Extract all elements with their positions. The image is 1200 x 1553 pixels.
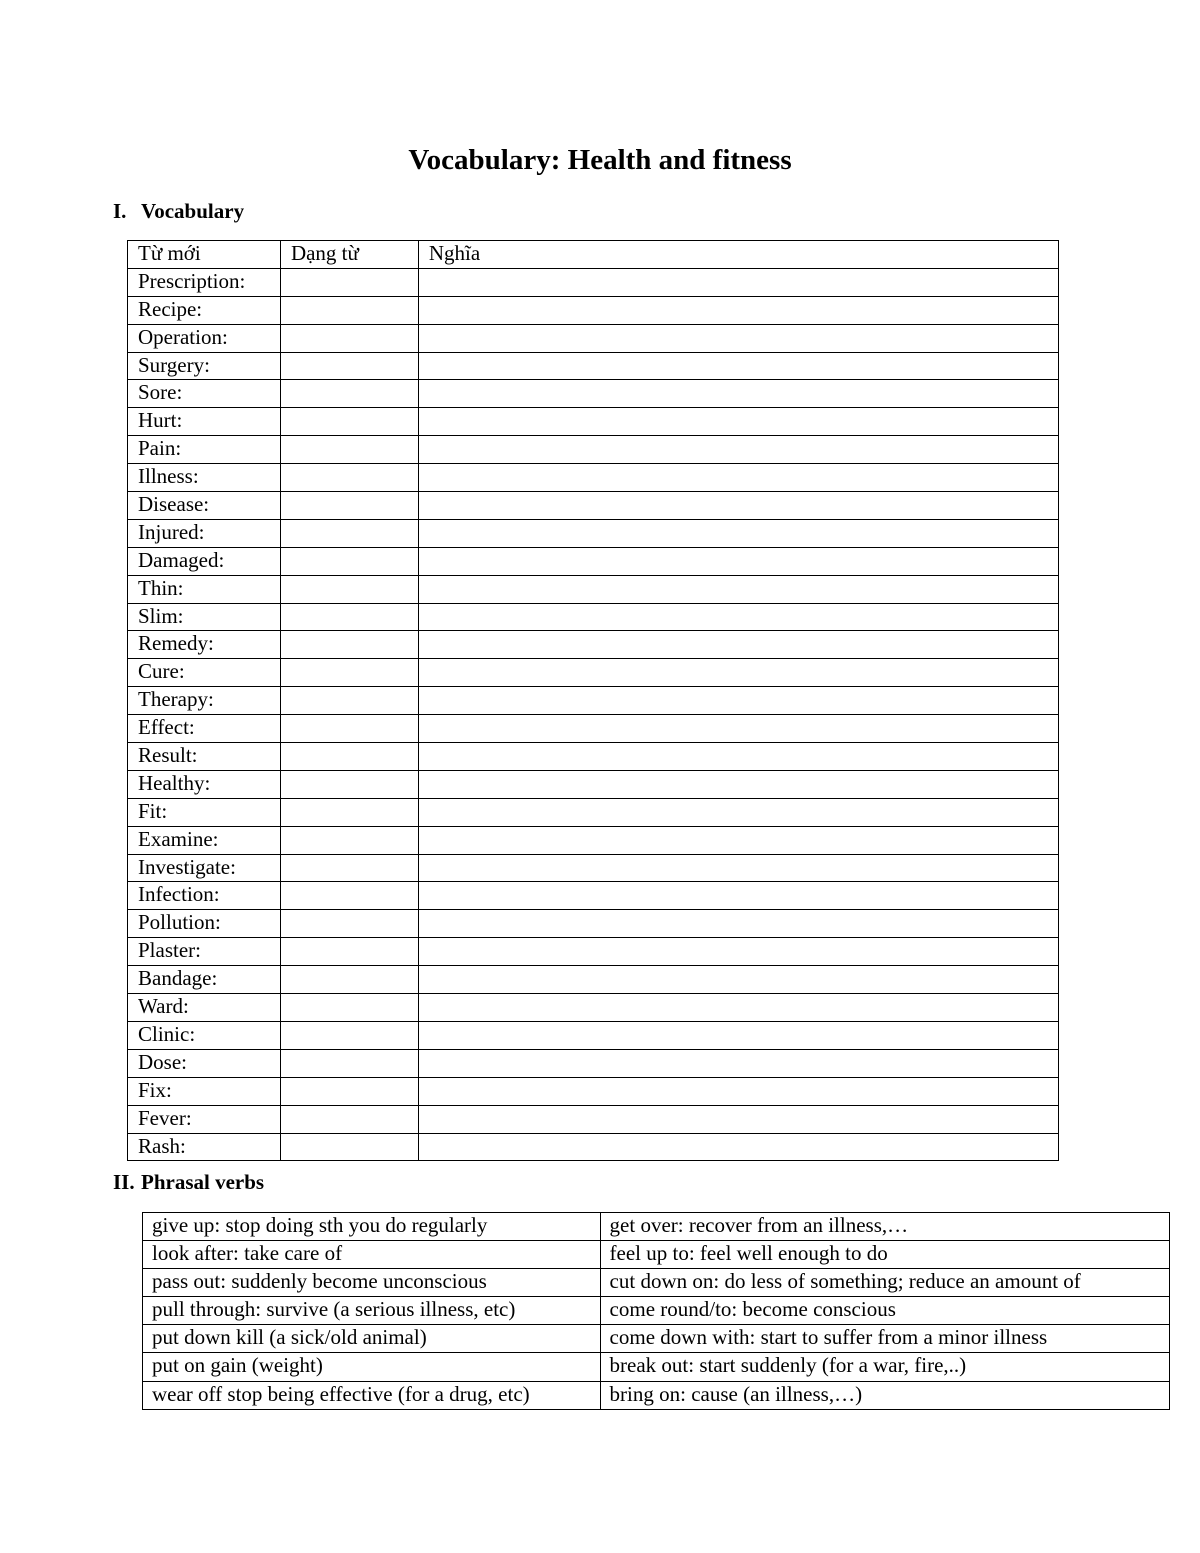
meaning-cell [418,1021,1058,1049]
table-row [128,296,1059,324]
vocab-word-cell: Pollution: [128,910,281,938]
table-row [143,1241,1170,1269]
meaning-cell [418,268,1058,296]
table-row [128,631,1059,659]
table-row [128,1049,1059,1077]
phrasal-verb-right-cell: bring on: cause (an illness,…) [600,1381,1169,1409]
table-row [143,1325,1170,1353]
word-form-cell [280,380,418,408]
meaning-cell [418,1105,1058,1133]
table-header-row [128,241,1059,269]
section-title: Phrasal verbs [141,1170,265,1194]
section-heading-vocabulary [113,198,244,224]
phrasal-verb-left-cell: pull through: survive (a serious illness, etc) [143,1297,601,1325]
word-form-cell [280,882,418,910]
table-row [128,715,1059,743]
meaning-cell [418,324,1058,352]
table-row [143,1269,1170,1297]
word-form-cell [280,324,418,352]
meaning-cell [418,492,1058,520]
word-form-cell [280,659,418,687]
vocab-word-cell: Illness: [128,464,281,492]
header-cell-word-form: Dạng từ [280,241,418,269]
word-form-cell [280,547,418,575]
meaning-cell [418,910,1058,938]
vocab-word-cell: Therapy: [128,687,281,715]
section-title: Vocabulary [141,199,245,223]
vocab-word-cell: Ward: [128,994,281,1022]
vocab-word-cell: Operation: [128,324,281,352]
word-form-cell [280,966,418,994]
header-cell-word: Từ mới [128,241,281,269]
table-row [128,826,1059,854]
vocab-word-cell: Healthy: [128,770,281,798]
table-row [128,1133,1059,1161]
phrasal-verb-left-cell: put on gain (weight) [143,1353,601,1381]
table-row [128,743,1059,771]
page-title: Vocabulary: Health and fitness [408,144,792,176]
table-row [128,380,1059,408]
table-row [128,492,1059,520]
word-form-cell [280,1049,418,1077]
word-form-cell [280,1105,418,1133]
vocab-word-cell: Prescription: [128,268,281,296]
word-form-cell [280,631,418,659]
table-row [143,1297,1170,1325]
meaning-cell [418,436,1058,464]
vocab-word-cell: Infection: [128,882,281,910]
table-row [128,798,1059,826]
vocab-word-cell: Fix: [128,1077,281,1105]
table-row [128,770,1059,798]
meaning-cell [418,464,1058,492]
table-row [128,268,1059,296]
section-number: I. [113,199,127,223]
table-row [143,1353,1170,1381]
vocab-word-cell: Bandage: [128,966,281,994]
word-form-cell [280,770,418,798]
meaning-cell [418,1077,1058,1105]
meaning-cell [418,938,1058,966]
table-row [128,994,1059,1022]
vocab-word-cell: Cure: [128,659,281,687]
table-row [128,464,1059,492]
meaning-cell [418,826,1058,854]
meaning-cell [418,659,1058,687]
table-row [128,1105,1059,1133]
phrasal-verb-left-cell: give up: stop doing sth you do regularly [143,1213,601,1241]
table-row [128,408,1059,436]
vocab-word-cell: Investigate: [128,854,281,882]
phrasal-verb-right-cell: break out: start suddenly (for a war, fire,..) [600,1353,1169,1381]
meaning-cell [418,687,1058,715]
meaning-cell [418,519,1058,547]
word-form-cell [280,464,418,492]
word-form-cell [280,436,418,464]
word-form-cell [280,743,418,771]
section-heading-phrasal-verbs [113,1169,264,1195]
vocab-word-cell: Remedy: [128,631,281,659]
phrasal-verb-left-cell: wear off stop being effective (for a drug, etc) [143,1381,601,1409]
table-row [128,854,1059,882]
word-form-cell [280,910,418,938]
word-form-cell [280,268,418,296]
word-form-cell [280,1021,418,1049]
table-row [128,324,1059,352]
table-row [128,882,1059,910]
vocab-word-cell: Thin: [128,575,281,603]
meaning-cell [418,1049,1058,1077]
phrasal-verb-right-cell: get over: recover from an illness,… [600,1213,1169,1241]
vocab-word-cell: Fit: [128,798,281,826]
vocab-word-cell: Damaged: [128,547,281,575]
phrasal-verb-right-cell: feel up to: feel well enough to do [600,1241,1169,1269]
vocab-word-cell: Fever: [128,1105,281,1133]
vocab-word-cell: Disease: [128,492,281,520]
word-form-cell [280,994,418,1022]
vocab-word-cell: Recipe: [128,296,281,324]
meaning-cell [418,715,1058,743]
vocab-word-cell: Slim: [128,603,281,631]
word-form-cell [280,492,418,520]
vocab-word-cell: Dose: [128,1049,281,1077]
vocab-word-cell: Clinic: [128,1021,281,1049]
word-form-cell [280,603,418,631]
word-form-cell [280,519,418,547]
table-row [128,575,1059,603]
table-row [128,910,1059,938]
meaning-cell [418,296,1058,324]
phrasal-verb-right-cell: cut down on: do less of something; reduce an amount of [600,1269,1169,1297]
table-row [128,603,1059,631]
table-row [128,938,1059,966]
phrasal-verbs-table [142,1212,1170,1410]
table-row [128,352,1059,380]
meaning-cell [418,408,1058,436]
meaning-cell [418,743,1058,771]
meaning-cell [418,882,1058,910]
vocabulary-table [127,240,1059,1161]
meaning-cell [418,380,1058,408]
table-row [128,1077,1059,1105]
meaning-cell [418,603,1058,631]
word-form-cell [280,798,418,826]
vocab-word-cell: Surgery: [128,352,281,380]
meaning-cell [418,994,1058,1022]
section-number: II. [113,1170,135,1194]
vocab-word-cell: Plaster: [128,938,281,966]
table-row [143,1381,1170,1409]
meaning-cell [418,966,1058,994]
meaning-cell [418,575,1058,603]
header-cell-meaning: Nghĩa [418,241,1058,269]
word-form-cell [280,296,418,324]
meaning-cell [418,1133,1058,1161]
table-row [128,966,1059,994]
table-row [128,659,1059,687]
vocab-word-cell: Injured: [128,519,281,547]
phrasal-verb-left-cell: look after: take care of [143,1241,601,1269]
phrasal-verb-right-cell: come round/to: become conscious [600,1297,1169,1325]
table-row [143,1213,1170,1241]
word-form-cell [280,1133,418,1161]
word-form-cell [280,715,418,743]
vocab-word-cell: Effect: [128,715,281,743]
table-row [128,436,1059,464]
phrasal-verb-left-cell: pass out: suddenly become unconscious [143,1269,601,1297]
table-row [128,687,1059,715]
word-form-cell [280,854,418,882]
word-form-cell [280,408,418,436]
word-form-cell [280,575,418,603]
vocab-word-cell: Sore: [128,380,281,408]
vocab-word-cell: Pain: [128,436,281,464]
meaning-cell [418,352,1058,380]
table-row [128,519,1059,547]
table-row [128,1021,1059,1049]
word-form-cell [280,687,418,715]
vocab-word-cell: Hurt: [128,408,281,436]
word-form-cell [280,352,418,380]
word-form-cell [280,938,418,966]
word-form-cell [280,1077,418,1105]
vocab-word-cell: Result: [128,743,281,771]
meaning-cell [418,770,1058,798]
phrasal-verb-left-cell: put down kill (a sick/old animal) [143,1325,601,1353]
phrasal-verb-right-cell: come down with: start to suffer from a minor illness [600,1325,1169,1353]
word-form-cell [280,826,418,854]
vocab-word-cell: Examine: [128,826,281,854]
meaning-cell [418,631,1058,659]
meaning-cell [418,854,1058,882]
meaning-cell [418,547,1058,575]
meaning-cell [418,798,1058,826]
vocab-word-cell: Rash: [128,1133,281,1161]
table-row [128,547,1059,575]
